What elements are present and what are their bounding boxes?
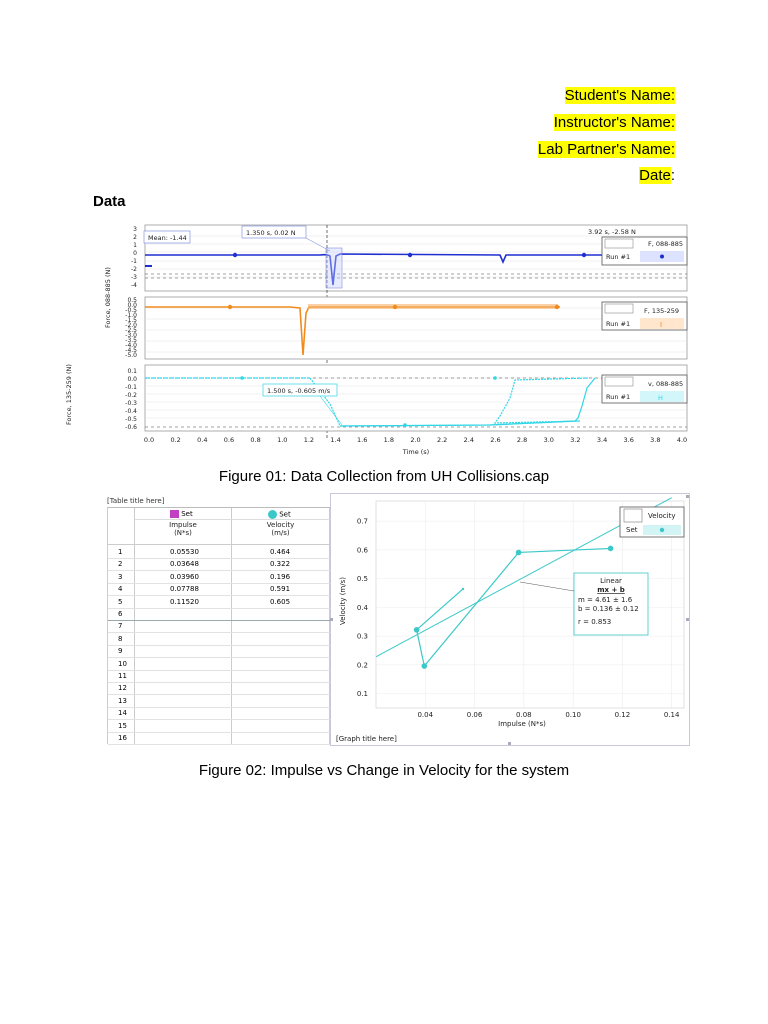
figure-1-caption: Figure 01: Data Collection from UH Collisions.cap [218, 468, 550, 485]
y-tick-label: -1 [131, 258, 137, 265]
y-tick-label: 2 [133, 234, 137, 241]
time-tick-label: 1.8 [383, 436, 395, 444]
figure-1-data-collection [65, 218, 700, 458]
time-tick-label: 3.8 [650, 436, 661, 444]
time-axis-ticks [144, 436, 687, 444]
panel-1-callout-right: 3.92 s, -2.58 N [588, 228, 636, 236]
time-tick-label: 3.6 [623, 436, 634, 444]
time-tick-label: 0.2 [170, 436, 181, 444]
svg-text:H: H [658, 394, 663, 402]
impulse-column-header[interactable]: Impulse (N*s) [169, 521, 197, 537]
table-set-1-header[interactable]: Set [170, 510, 193, 518]
section-title: Data [93, 193, 126, 210]
table-row[interactable] [108, 658, 330, 671]
table-row[interactable] [108, 571, 330, 584]
x-tick-label: 0.10 [565, 711, 581, 719]
table-row[interactable] [108, 558, 330, 571]
time-axis-label: Time (s) [402, 448, 430, 456]
y-tick-label: 0.6 [356, 546, 368, 555]
panel-1-callout: 1.350 s, 0.02 N [246, 229, 296, 237]
row-number: 1 [118, 548, 123, 556]
y-tick-label: -0.1 [125, 384, 137, 391]
row-number: 10 [118, 659, 127, 668]
panel-1-legend-run: Run #1 [606, 253, 631, 261]
impulse-cell[interactable]: 0.03960 [170, 572, 199, 581]
panel-2-legend-name: F, 135-259 [644, 307, 680, 315]
panel-1-legend-name: F, 088-885 [648, 240, 684, 248]
data-point[interactable] [421, 663, 427, 669]
time-tick-label: 2.0 [410, 436, 421, 444]
table-row[interactable] [108, 546, 330, 559]
y-tick-label: -1.5 [125, 317, 137, 324]
panel-1-ylabel: Force, 088-885 (N) [104, 267, 112, 328]
instructor-name-label: Instructor's Name: [553, 114, 675, 131]
table-row[interactable] [108, 596, 330, 609]
time-tick-label: 2.4 [463, 436, 474, 444]
y-tick-label: -2.5 [125, 327, 137, 334]
panel-1-point [582, 253, 586, 257]
fit-slope: m = 4.61 ± 1.6 [578, 596, 633, 604]
legend-title: Velocity [648, 512, 676, 520]
table-row[interactable] [108, 620, 330, 633]
fit-intercept: b = 0.136 ± 0.12 [578, 605, 639, 613]
panel-3-legend-name: v, 088-885 [648, 380, 684, 388]
table-set-2-header[interactable]: Set [268, 510, 291, 519]
impulse-cell[interactable]: 0.05530 [170, 548, 199, 556]
legend-set-label: Set [626, 526, 638, 534]
panel-1-y-ticks [131, 226, 137, 289]
row-number: 12 [118, 684, 127, 693]
x-tick-label: 0.06 [466, 711, 483, 719]
time-tick-label: 0.6 [223, 436, 235, 444]
time-tick-label: 1.6 [357, 436, 368, 444]
row-number: 16 [118, 734, 127, 742]
table-row[interactable] [108, 682, 330, 695]
y-tick-label: -4.5 [125, 347, 137, 354]
table-title[interactable]: [Table title here] [107, 497, 165, 505]
row-number: 14 [118, 709, 127, 718]
time-tick-label: 0.4 [197, 436, 208, 444]
panel-3-y-ticks [125, 368, 137, 431]
y-tick-label: 0.1 [356, 690, 368, 699]
row-number: 8 [118, 634, 123, 643]
impulse-cell[interactable]: 0.11520 [170, 597, 199, 606]
row-number: 7 [118, 622, 123, 631]
velocity-cell[interactable]: 0.464 [270, 548, 291, 556]
y-tick-label: -1.0 [125, 312, 137, 319]
panel-3-callout: 1.500 s, -0.605 m/s [267, 387, 331, 395]
time-tick-label: 0.8 [250, 436, 261, 444]
fit-r-value: r = 0.853 [578, 618, 612, 626]
row-number: 13 [118, 696, 127, 705]
y-tick-label: -4 [131, 282, 137, 289]
time-tick-label: 2.2 [436, 436, 448, 444]
x-tick-label: 0.08 [516, 711, 532, 719]
impulse-velocity-graph [330, 493, 692, 748]
graph-title-placeholder[interactable]: [Graph title here] [336, 735, 397, 743]
table-row[interactable] [108, 645, 330, 658]
row-number: 3 [118, 572, 123, 581]
table-row[interactable] [108, 720, 330, 733]
svg-text:I: I [660, 321, 663, 329]
time-tick-label: 4.0 [676, 436, 688, 444]
table-row[interactable] [108, 670, 330, 683]
velocity-column-header[interactable]: Velocity (m/s) [266, 521, 295, 537]
velocity-cell[interactable]: 0.605 [270, 597, 291, 606]
y-tick-label: 0.0 [127, 302, 137, 309]
set-2-swatch-icon [268, 510, 277, 519]
y-tick-label: 0.1 [127, 368, 137, 375]
date-label: Date: [639, 167, 675, 184]
y-tick-label: 0 [133, 250, 137, 257]
time-tick-label: 2.6 [490, 436, 501, 444]
row-number: 4 [118, 585, 123, 594]
panel-2-ylabel: Force, 135-259 (N) [65, 364, 73, 425]
student-name-label: Student's Name: [564, 87, 675, 104]
y-tick-label: -4.0 [125, 342, 137, 349]
x-tick-label: 0.04 [417, 711, 434, 719]
time-tick-label: 1.0 [277, 436, 288, 444]
data-point[interactable] [516, 550, 522, 556]
y-tick-label: 0.7 [356, 517, 368, 526]
table-row[interactable] [108, 707, 330, 720]
y-tick-label: 1 [133, 242, 137, 249]
panel-1-point [408, 253, 412, 257]
y-tick-label: 0.5 [356, 575, 368, 584]
y-tick-label: -0.5 [125, 307, 137, 314]
table-row[interactable] [108, 732, 330, 745]
panel-2-legend-run: Run #1 [606, 320, 631, 328]
impulse-cell[interactable]: 0.07788 [170, 585, 199, 594]
data-point[interactable] [462, 588, 464, 590]
time-tick-label: 3.0 [543, 436, 554, 444]
table-row[interactable] [108, 695, 330, 708]
time-tick-label: 1.4 [330, 436, 341, 444]
panel-3-legend-run: Run #1 [606, 393, 631, 401]
y-tick-label: -3.5 [125, 337, 137, 344]
data-point[interactable] [414, 627, 420, 633]
table-row[interactable] [108, 608, 330, 621]
table-row[interactable] [108, 633, 330, 646]
velocity-cell[interactable]: 0.322 [270, 560, 291, 569]
x-tick-label: 0.14 [663, 711, 680, 719]
data-table [107, 497, 329, 744]
y-tick-label: 0.2 [356, 661, 368, 670]
fit-label: Linear [600, 577, 622, 585]
row-number: 11 [118, 672, 127, 680]
table-row[interactable] [108, 583, 330, 596]
y-tick-label: -3 [131, 274, 137, 281]
row-number: 9 [118, 647, 123, 656]
y-tick-label: -0.6 [125, 424, 137, 431]
x-axis-label: Impulse (N*s) [498, 720, 546, 728]
y-tick-label: -5.0 [125, 352, 137, 359]
time-tick-label: 1.2 [303, 436, 315, 444]
velocity-cell[interactable]: 0.196 [270, 572, 291, 581]
lab-partner-name-label: Lab Partner's Name: [537, 141, 675, 158]
time-tick-label: 0.0 [143, 436, 155, 444]
y-tick-label: -2 [131, 266, 137, 273]
set-1-swatch-icon [170, 510, 179, 518]
y-tick-label: -0.5 [125, 416, 137, 423]
y-tick-label: -0.2 [125, 392, 137, 399]
y-tick-label: -0.4 [125, 408, 137, 415]
velocity-cell[interactable]: 0.591 [270, 585, 291, 594]
panel-1-point [233, 253, 237, 257]
row-number: 2 [118, 560, 123, 569]
time-tick-label: 3.4 [596, 436, 608, 444]
y-tick-label: 0.4 [356, 603, 368, 612]
y-axis-label: Velocity (m/s) [339, 577, 347, 625]
y-tick-label: 0.3 [356, 632, 368, 641]
row-number: 5 [118, 597, 123, 606]
impulse-cell[interactable]: 0.03648 [170, 560, 199, 569]
panel-1-mean-label: Mean: -1.44 [148, 234, 187, 242]
row-number: 15 [118, 721, 127, 730]
y-tick-label: 0.0 [127, 376, 137, 383]
time-tick-label: 2.8 [516, 436, 528, 444]
y-tick-label: -3.0 [125, 332, 137, 339]
y-tick-label: -2.0 [125, 322, 137, 329]
x-tick-label: 0.12 [614, 711, 631, 719]
data-point[interactable] [608, 546, 614, 552]
y-tick-label: 0.5 [127, 297, 137, 304]
figure-2-caption: Figure 02: Impulse vs Change in Velocity for the system [198, 762, 570, 779]
time-tick-label: 3.2 [570, 436, 581, 444]
panel-2-y-ticks [125, 297, 137, 359]
fit-equation: mx + b [597, 586, 625, 594]
y-tick-label: 3 [133, 226, 137, 233]
y-tick-label: -0.3 [125, 400, 137, 407]
row-number: 6 [118, 610, 123, 618]
